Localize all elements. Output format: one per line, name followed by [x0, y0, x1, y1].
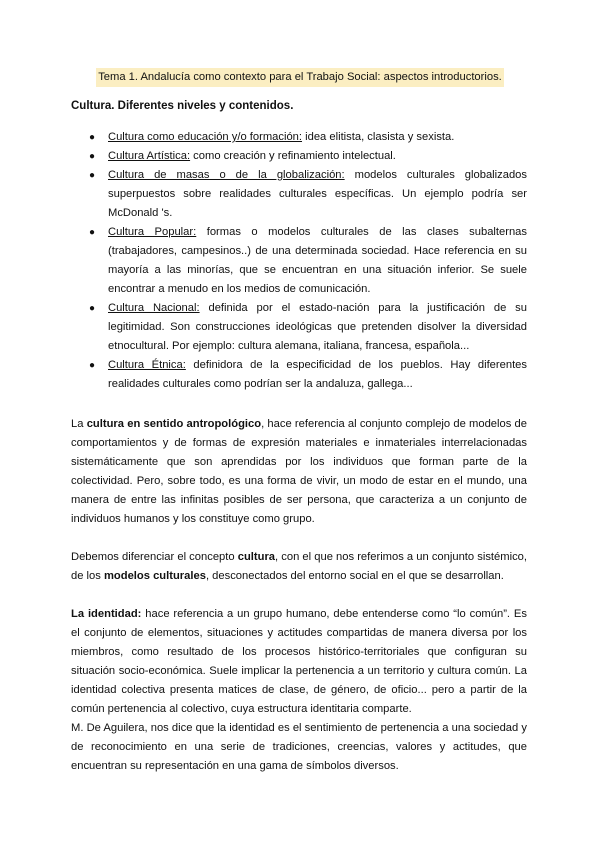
list-item [71, 356, 527, 394]
paragraph-text: , desconectados del entorno social en el que se desarrollan. [205, 570, 504, 582]
culture-levels-list [71, 128, 527, 394]
list-item-term: Cultura Nacional: [108, 302, 200, 314]
list-item-text: modelos culturales globalizados superpuestos sobre realidades culturales específicas. Un ejemplo podría ser McDonald 's. [108, 169, 527, 219]
list-item [71, 128, 527, 147]
list-item [71, 147, 527, 166]
bullet-icon: ● [89, 132, 96, 143]
title-container [0, 68, 600, 87]
paragraph-culture-vs-models [71, 548, 527, 586]
paragraph-bold-term: modelos culturales [103, 570, 206, 582]
list-item-text: idea elitista, clasista y sexista. [302, 131, 455, 143]
list-item-term: Cultura Artística: [108, 150, 191, 162]
paragraph-bold-term: La identidad: [71, 608, 142, 620]
paragraph-text: , con el que nos referimos a un conjunto sistémico, de los [71, 551, 527, 582]
paragraph-bold-term: cultura [237, 551, 276, 563]
paragraph-text: Debemos diferenciar el concepto [71, 551, 238, 563]
list-item-term: Cultura Étnica: [108, 359, 186, 371]
list-item [71, 299, 527, 356]
section-heading: Cultura. Diferentes niveles y contenidos. [71, 100, 294, 112]
bullet-icon: ● [89, 360, 96, 371]
bullet-icon: ● [89, 151, 96, 162]
bullet-icon: ● [89, 227, 96, 238]
list-item-text: formas o modelos culturales de las clases subalternas (trabajadores, campesinos..) de una determinada sociedad. Hace referencia en su mayoría a las minorías, que se encuentran en una situación inferior. Se suele encontrar a menudo en los medios de comunicación. [108, 226, 528, 295]
paragraph-text: hace referencia a un grupo humano, debe entenderse como “lo común”. Es el conjunto de elementos, situaciones y actitudes compartidas de manera diversa por los miembros, como resultado de los procesos histórico-territoriales que configuran su situación socio-económica. Suele implicar la pertenencia a un territorio y cultura común. La identidad colectiva presenta matices de clase, de género, de oficio... pero a partir de la común pertenencia al colectivo, cuya estructura identitaria comparte. [71, 608, 527, 715]
paragraph-text: La [71, 418, 87, 430]
list-item-term: Cultura como educación y/o formación: [108, 131, 303, 143]
list-item [71, 166, 527, 223]
list-item-text: como creación y refinamiento intelectual. [190, 150, 396, 162]
bullet-icon: ● [89, 170, 96, 181]
list-item-text: definidora de la especificidad de los pueblos. Hay diferentes realidades culturales como podrían ser la andaluza, gallega... [108, 359, 528, 390]
paragraph-de-aguilera: M. De Aguilera, nos dice que la identidad es el sentimiento de pertenencia a una sociedad y de reconocimiento en una serie de tradiciones, creencias, valores y actitudes, que encuentran su representación en una gama de símbolos diversos. [71, 722, 527, 772]
bullet-icon: ● [89, 303, 96, 314]
paragraph-anthropological-culture [71, 415, 527, 529]
list-item-term: Cultura Popular: [108, 226, 197, 238]
document-title: Tema 1. Andalucía como contexto para el Trabajo Social: aspectos introductorios. [96, 68, 504, 87]
paragraph-identity [71, 605, 527, 719]
paragraph-text: , hace referencia al conjunto complejo de modelos de comportamientos y de formas de expresión materiales e inmateriales interrelacionadas sistemáticamente que son aprendidas por los individuos que forman parte de la colectividad. Pero, sobre todo, es una forma de vivir, un modo de estar en el mundo, una manera de entre las infinitas posibles de ser persona, que caracteriza a un conjunto de individuos humanos y los constituye como grupo. [71, 418, 527, 525]
list-item [71, 223, 527, 299]
list-item-term: Cultura de masas o de la globalización: [108, 169, 345, 181]
paragraph-bold-term: cultura en sentido antropológico [86, 418, 262, 430]
list-item-text: definida por el estado-nación para la justificación de su legitimidad. Son construcciones ideológicas que pretenden disolver la diversidad etnocultural. Por ejemplo: cultura alemana, italiana, francesa, española... [108, 302, 527, 352]
